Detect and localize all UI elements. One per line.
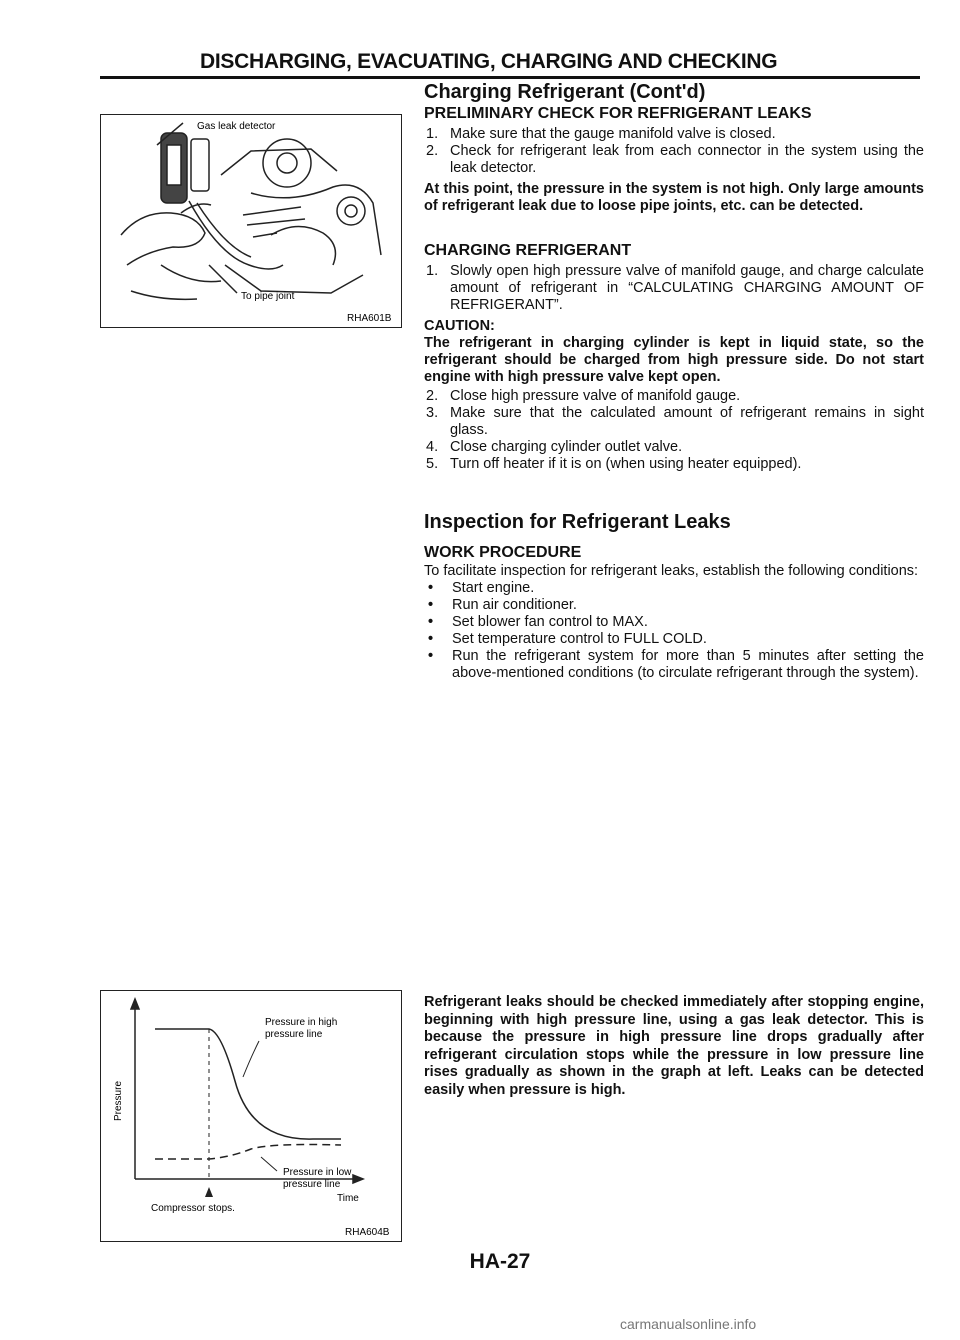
figure-pressure-graph: [100, 990, 402, 1242]
subheading-work-procedure: WORK PROCEDURE: [424, 544, 582, 561]
list-item: • Set temperature control to FULL COLD.: [428, 631, 707, 647]
x-axis-arrow: [353, 1175, 363, 1183]
list-item: • Run air conditioner.: [428, 597, 577, 613]
list-item: 4. Close charging cylinder outlet valve.: [426, 439, 683, 455]
low-pressure-label-1: Pressure in low: [283, 1167, 352, 1178]
high-pressure-label-2: pressure line: [265, 1029, 323, 1040]
charging-steps-list: [424, 388, 924, 473]
high-pressure-label-1: Pressure in high: [265, 1017, 338, 1028]
title-rule: [100, 76, 920, 79]
figure2-code: RHA604B: [345, 1227, 390, 1238]
x-axis-label: Time: [337, 1193, 359, 1204]
low-pressure-curve: [155, 1145, 341, 1160]
list-item: 2. Close high pressure valve of manifold gauge.: [426, 388, 741, 404]
charging-step-1: [424, 263, 924, 314]
leak-detector-illustration: [101, 115, 401, 327]
leak-check-explanation: Refrigerant leaks should be checked immediately after stopping engine, beginning with high pressure line, using a gas leak detector. This is because the pressure in high pressure line drops gradually after refrigerant circulation stops while the pressure in low pressure line rises gradually as shown in the graph at left. Leaks can be detected easily when pressure is high.: [424, 994, 924, 1098]
figure-gas-leak-detector: [100, 114, 402, 328]
watermark: carmanualsonline.info: [620, 1316, 757, 1332]
section-heading-inspection: Inspection for Refrigerant Leaks: [424, 511, 731, 533]
list-item: 5. Turn off heater if it is on (when using heater equipped).: [426, 456, 802, 472]
pressure-time-graph: [101, 991, 401, 1241]
y-axis-arrow: [131, 999, 139, 1009]
caution-label: CAUTION:: [424, 318, 495, 334]
high-pressure-curve: [155, 1029, 341, 1139]
figure1-code: RHA601B: [347, 313, 392, 324]
y-axis-label: Pressure: [113, 1080, 124, 1122]
list-item: 1. Slowly open high pressure valve of manifold gauge, and charge calculate amount of refrigerant in “CALCULATING CHARGING AMOUNT OF REFRIGERANT”.: [426, 263, 924, 313]
preliminary-steps-list: [424, 126, 924, 177]
inspection-intro: To facilitate inspection for refrigerant leaks, establish the following conditions:: [424, 563, 919, 579]
section-heading-charging: Charging Refrigerant (Cont'd): [424, 81, 706, 103]
list-item: • Start engine.: [428, 580, 535, 596]
low-pressure-label-2: pressure line: [283, 1179, 341, 1190]
subheading-preliminary-check: PRELIMINARY CHECK FOR REFRIGERANT LEAKS: [424, 105, 812, 122]
list-item: 1. Make sure that the gauge manifold valve is closed.: [426, 126, 776, 142]
caution-text: The refrigerant in charging cylinder is kept in liquid state, so the refrigerant should be charged from high pressure side. Do not start engine with high pressure valve kept open.: [424, 335, 924, 385]
subheading-charging-refrigerant: CHARGING REFRIGERANT: [424, 242, 632, 259]
compressor-stop-arrow: [205, 1187, 213, 1197]
compressor-stops-label: Compressor stops.: [151, 1203, 235, 1214]
list-item: • Run the refrigerant system for more than 5 minutes after setting the above-mentioned conditions (to circulate refrigerant through the system).: [428, 648, 924, 681]
conditions-list: [424, 580, 924, 682]
page-number: HA-27: [469, 1250, 531, 1273]
pressure-note: At this point, the pressure in the system is not high. Only large amounts of refrigerant leak due to loose pipe joints, etc. can be detected.: [424, 181, 924, 214]
page-title: DISCHARGING, EVACUATING, CHARGING AND CHECKING: [200, 50, 778, 73]
figure1-label-bottom: To pipe joint: [241, 291, 295, 302]
list-item: 3. Make sure that the calculated amount of refrigerant remains in sight glass.: [426, 405, 924, 438]
list-item: • Set blower fan control to MAX.: [428, 614, 648, 630]
figure1-label-top: Gas leak detector: [197, 121, 276, 132]
text-column: [424, 80, 924, 682]
list-item: 2. Check for refrigerant leak from each connector in the system using the leak detector.: [426, 143, 924, 176]
